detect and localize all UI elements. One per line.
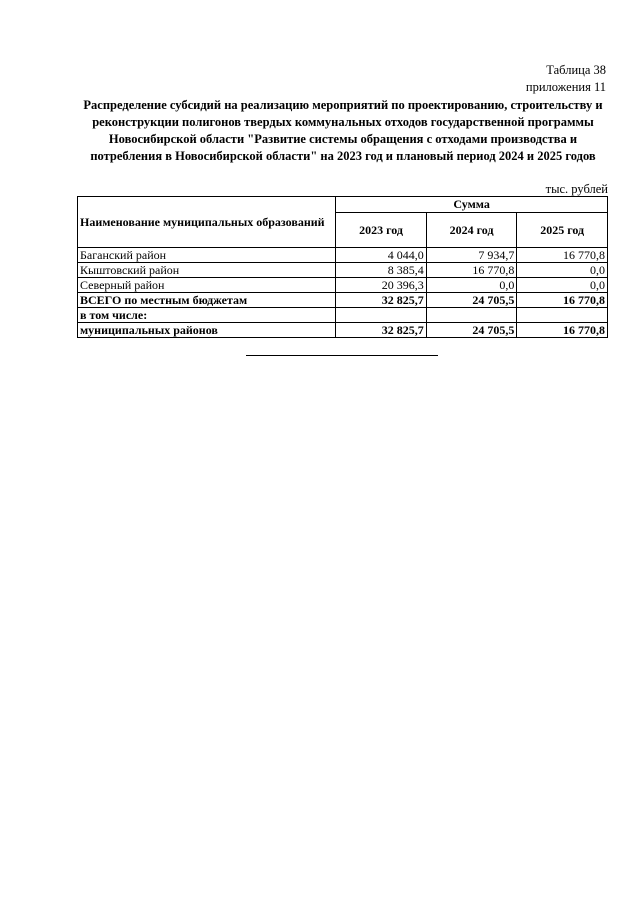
table-number: Таблица 38 [546,63,606,77]
value-cell: 24 705,5 [426,323,517,338]
document-title [78,97,608,165]
value-cell [517,308,608,323]
title-line: реконструкции полигонов твердых коммунальных отходов государственной программы [92,115,594,129]
value-cell: 4 044,0 [336,248,427,263]
value-cell: 16 770,8 [517,248,608,263]
row-name: Баганский район [78,248,336,263]
row-name: ВСЕГО по местным бюджетам [78,293,336,308]
title-line: Распределение субсидий на реализацию мероприятий по проектированию, строительству и [83,98,603,112]
header-row [78,197,608,213]
sum-group-header: Сумма [336,197,608,213]
table-row [78,278,608,293]
name-column-header: Наименование муниципальных образований [78,197,336,248]
value-cell: 32 825,7 [336,323,427,338]
row-name: муниципальных районов [78,323,336,338]
value-cell: 16 770,8 [517,323,608,338]
row-name: Кыштовский район [78,263,336,278]
value-cell [426,308,517,323]
appendix-reference: приложения 11 [525,80,606,94]
subheading-row [78,308,608,323]
subsidy-table [77,196,608,338]
table-row [78,263,608,278]
row-name: Северный район [78,278,336,293]
value-cell: 32 825,7 [336,293,427,308]
year-header-2025: 2025 год [517,213,608,248]
year-header-2024: 2024 год [426,213,517,248]
table-row [78,323,608,338]
value-cell: 16 770,8 [426,263,517,278]
value-cell: 0,0 [517,263,608,278]
table-row [78,248,608,263]
total-row [78,293,608,308]
value-cell [336,308,427,323]
value-cell: 8 385,4 [336,263,427,278]
title-line: потребления в Новосибирской области" на 2023 год и плановый период 2024 и 2025 годов [90,149,596,163]
value-cell: 16 770,8 [517,293,608,308]
value-cell: 24 705,5 [426,293,517,308]
value-cell: 20 396,3 [336,278,427,293]
title-line: Новосибирской области "Развитие системы обращения с отходами производства и [108,132,578,146]
units-label: тыс. рублей [545,182,608,196]
value-cell: 0,0 [426,278,517,293]
value-cell: 0,0 [517,278,608,293]
row-name: в том числе: [78,308,336,323]
year-header-2023: 2023 год [336,213,427,248]
value-cell: 7 934,7 [426,248,517,263]
end-divider [246,355,438,356]
